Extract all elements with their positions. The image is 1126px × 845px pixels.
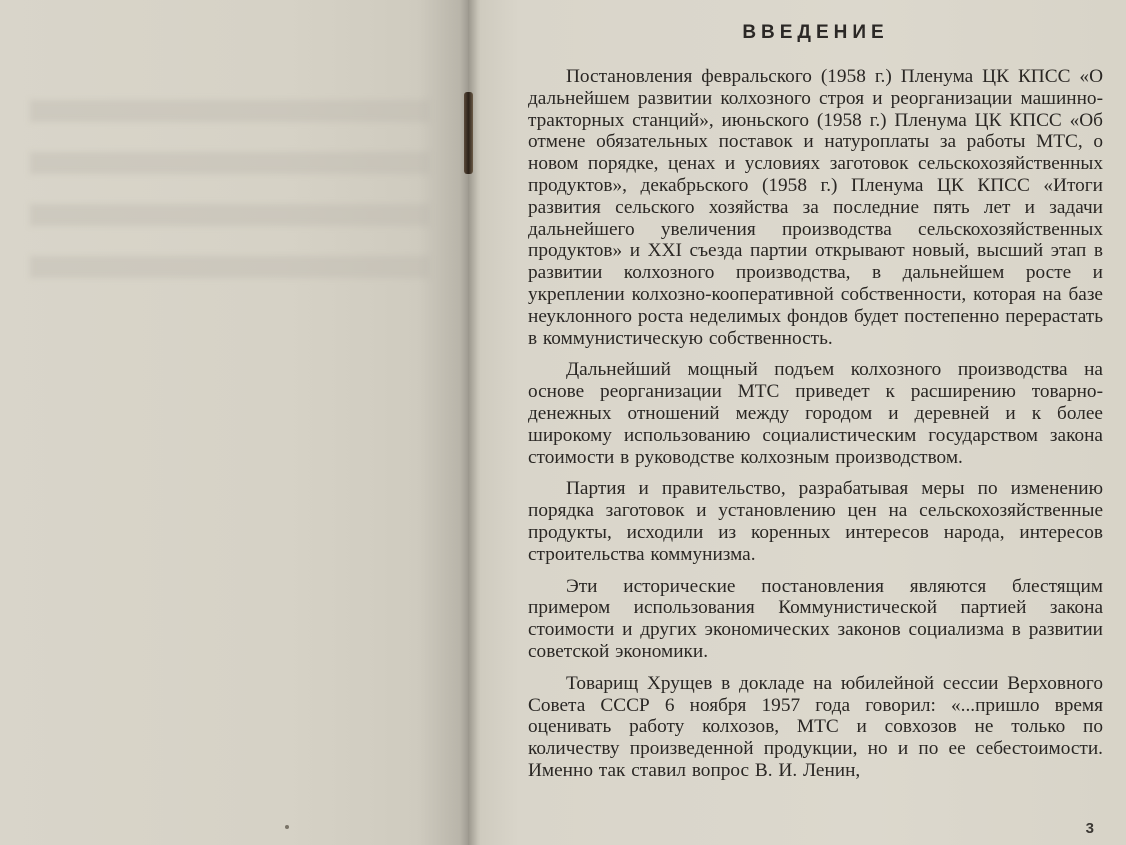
page-content	[528, 14, 1103, 792]
paragraph-5: Товарищ Хрущев в докладе на юбилейной сессии Верховного Совета СССР 6 ноября 1957 года говорил: «...пришло время оценивать работу колхозов, МТС и совхозов не только по количеству произведенной продукции, но и по ее себестоимости. Именно так ставил вопрос В. И. Ленин,	[528, 672, 1103, 781]
bleed-through-text	[30, 70, 430, 300]
paragraph-2: Дальнейший мощный подъем колхозного производства на основе реорганизации МТС приведет к расширению товарно-денежных отношений между городом и деревней и к более широкому использованию социалистическим государством закона стоимости в руководстве колхозным производством.	[528, 359, 1103, 468]
paragraph-1: Постановления февральского (1958 г.) Пленума ЦК КПСС «О дальнейшем развитии колхозного строя и реорганизации машинно-тракторных станций», июньского (1958 г.) Пленума ЦК КПСС «Об отмене обязательных поставок и натуроплаты за работы МТС, о новом порядке, ценах и условиях заготовок сельскохозяйственных продуктов», декабрьского (1958 г.) Пленума ЦК КПСС «Итоги развития сельского хозяйства за последние пять лет и задачи дальнейшего увеличения производства сельскохозяйственных продуктов» и XXI съезда партии открывают новый, высший этап в развитии колхозного производства, в дальнейшем росте и укреплении колхозно-кооперативной собственности, которая на базе неуклонного роста неделимых фондов будет постепенно перерастать в коммунистическую собственность.	[528, 66, 1103, 349]
page-number: 3	[1085, 820, 1094, 837]
binding-thread	[464, 92, 473, 174]
paper-speck	[285, 825, 289, 829]
paragraph-4: Эти исторические постановления являются блестящим примером использования Коммунистической партией закона стоимости и других экономических законов социализма в развитии советской экономики.	[528, 575, 1103, 662]
chapter-title: ВВЕДЕНИЕ	[742, 22, 889, 43]
left-page-blank	[0, 0, 474, 845]
paragraph-3: Партия и правительство, разрабатывая меры по изменению порядка заготовок и установлению цен на сельскохозяйственные продукты, исходили из коренных интересов народа, интересов строительства коммунизма.	[528, 478, 1103, 565]
right-page	[480, 0, 1126, 845]
